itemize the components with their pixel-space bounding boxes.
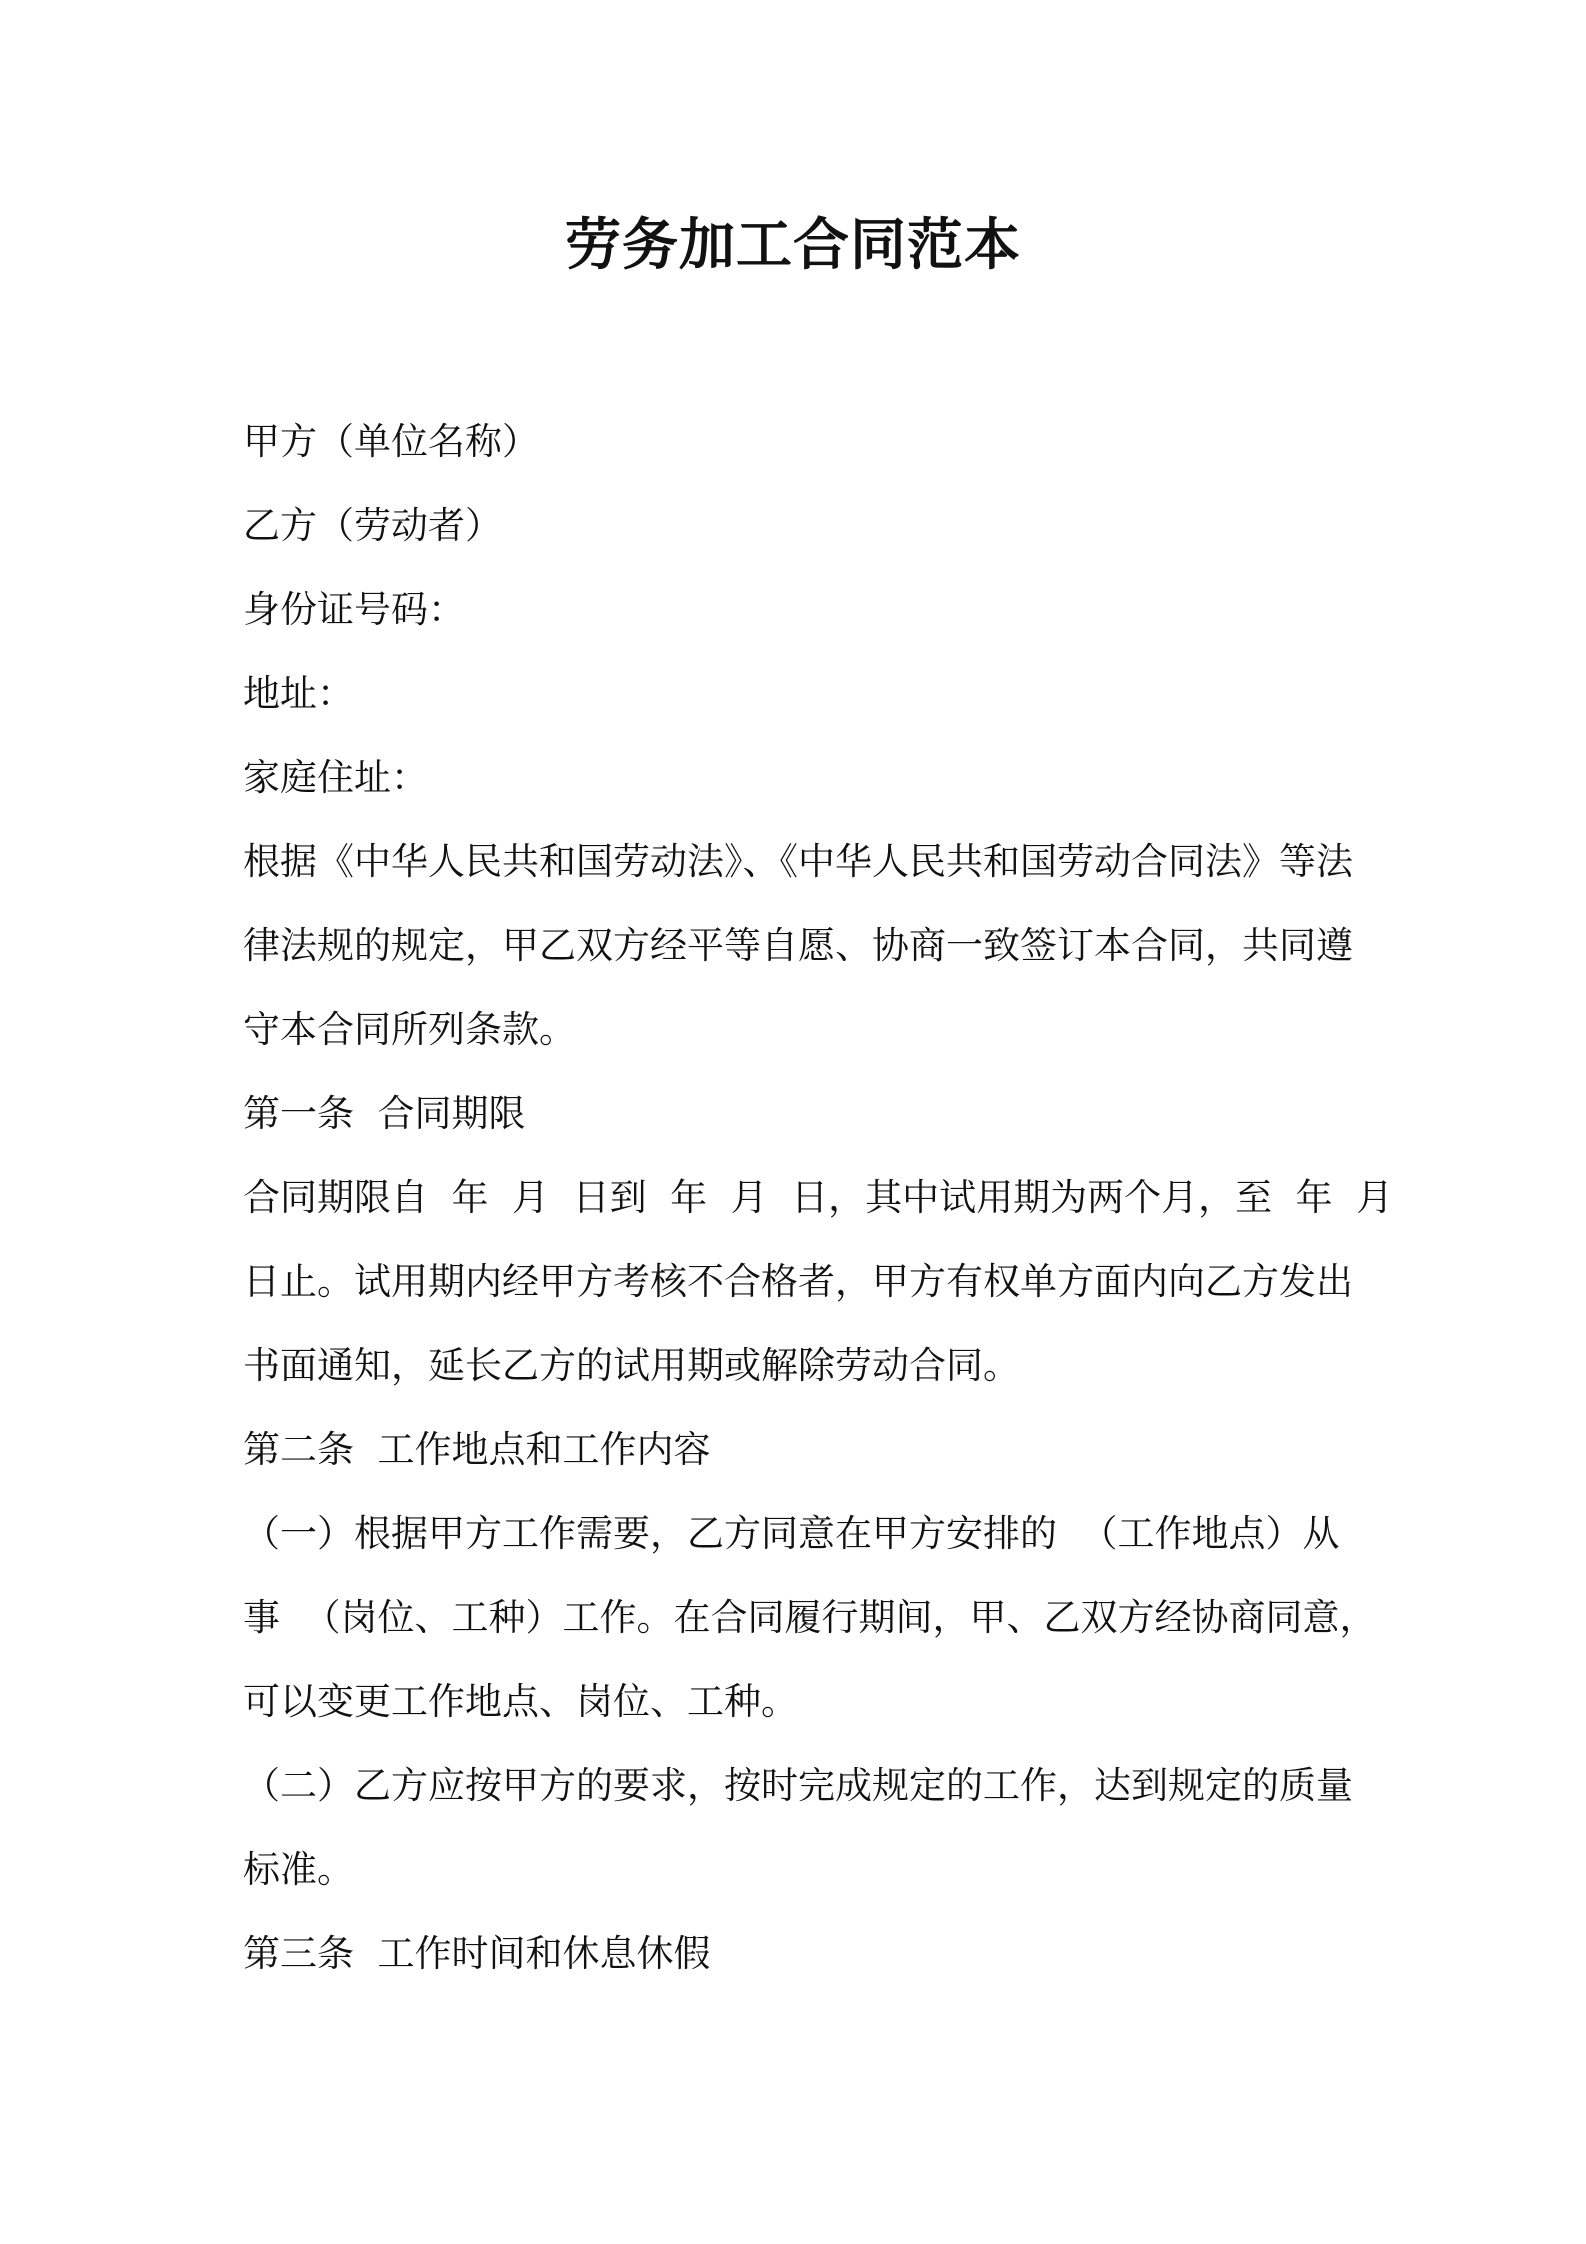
party-b-line: 乙方（劳动者） [243,504,502,547]
article-2-heading: 第二条 工作地点和工作内容 [243,1428,711,1471]
home-address-line: 家庭住址： [243,756,428,799]
preamble-line-1: 根据《中华人民共和国劳动法》、《中华人民共和国劳动合同法》等法 [243,840,1353,883]
article-2-clause-1-line-1: （一）根据甲方工作需要，乙方同意在甲方安排的 （工作地点）从 [243,1512,1340,1555]
article-1-line-2: 日止。试用期内经甲方考核不合格者，甲方有权单方面内向乙方发出 [243,1260,1353,1303]
document-title: 劳务加工合同范本 [565,213,1021,278]
preamble-line-3: 守本合同所列条款。 [243,1008,576,1051]
article-2-clause-1-line-2: 事 （岗位、工种）工作。在合同履行期间，甲、乙双方经协商同意， [243,1596,1377,1639]
article-1-line-1: 合同期限自 年 月 日到 年 月 日，其中试用期为两个月，至 年 月 [243,1176,1394,1219]
article-2-clause-1-line-3: 可以变更工作地点、岗位、工种。 [243,1680,798,1723]
article-1-line-3: 书面通知，延长乙方的试用期或解除劳动合同。 [243,1344,1020,1387]
article-2-clause-2-line-1: （二）乙方应按甲方的要求，按时完成规定的工作，达到规定的质量 [243,1764,1353,1807]
party-a-line: 甲方（单位名称） [243,420,539,463]
article-2-clause-2-line-2: 标准。 [243,1848,354,1891]
article-1-heading: 第一条 合同期限 [243,1092,526,1135]
document-body [243,400,1394,1996]
preamble-line-2: 律法规的规定，甲乙双方经平等自愿、协商一致签订本合同，共同遵 [243,924,1353,967]
id-number-line: 身份证号码： [243,588,465,631]
address-line: 地址： [243,672,354,715]
article-3-heading: 第三条 工作时间和休息休假 [243,1932,711,1975]
